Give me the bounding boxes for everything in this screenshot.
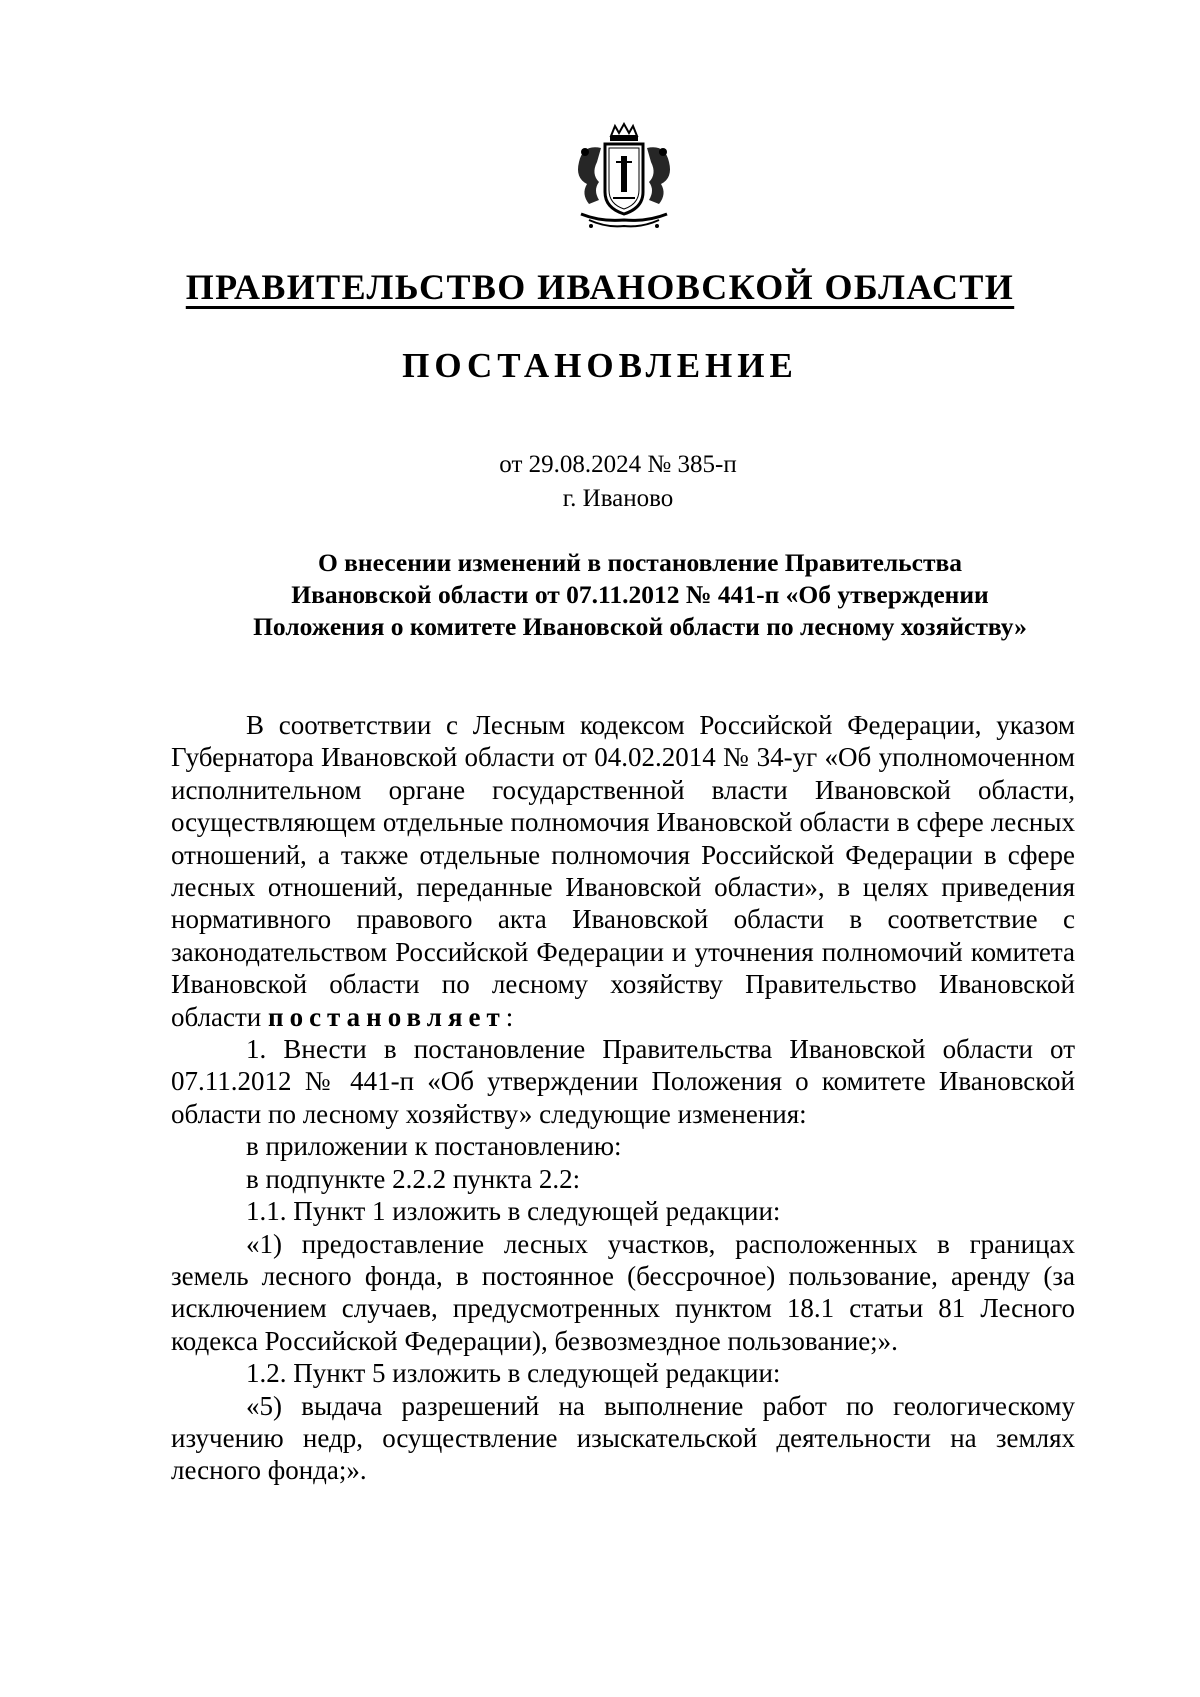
item-1-1: 1.1. Пункт 1 изложить в следующей редакции: <box>246 1196 781 1227</box>
document-meta <box>0 448 1200 516</box>
subject-line-1: О внесении изменений в постановление Правительства <box>317 548 963 577</box>
coat-of-arms-icon <box>561 122 687 234</box>
document-subject <box>170 547 1110 643</box>
government-title-text: ПРАВИТЕЛЬСТВО ИВАНОВСКОЙ ОБЛАСТИ <box>185 267 1015 307</box>
subpoint-line: в подпункте 2.2.2 пункта 2.2: <box>246 1163 581 1194</box>
document-body <box>171 709 1075 1487</box>
city: г. Иваново <box>562 485 674 512</box>
item-1: 1. Внести в постановление Правительства Ивановской области от 07.11.2012 № 441-п «Об утверждении Положения о комитете Ивановской области по лесному хозяйству» следующие изменения: <box>171 1034 1075 1129</box>
quote-item-1: «1) предоставление лесных участков, расположенных в границах земель лесного фонда, в постоянное (бессрочное) пользование, аренду (за исключением случаев, предусмотренных пунктом 18.1 статьи 81 Лесного кодекса Российской Федерации), безвозмездное пользование;». <box>171 1228 1075 1356</box>
subject-line-3: Положения о комитете Ивановской области по лесному хозяйству» <box>253 612 1027 641</box>
government-title <box>0 262 1200 312</box>
decree-word: постановляет <box>268 1001 506 1032</box>
preamble-paragraph <box>171 709 1075 1033</box>
preamble-text: В соответствии с Лесным кодексом Российской Федерации, указом Губернатора Ивановской области от 04.02.2014 № 34-уг «Об уполномоченном исполнительном органе государственной власти Ивановской области, осуществляющем отдельные полномочия Ивановской области в сфере лесных отношений, а также отдельные полномочия Российской Федерации в сфере лесных отношений, переданные Ивановской области», в целях приведения нормативного правового акта Ивановской области в соответствие с законодательством Российской Федерации и уточнения полномочий комитета Ивановской области по лесному хозяйству Правительство Ивановской области <box>171 710 1075 1032</box>
subject-line-2: Ивановской области от 07.11.2012 № 441-п «Об утверждении <box>291 580 989 609</box>
item-1-2: 1.2. Пункт 5 изложить в следующей редакции: <box>246 1358 781 1389</box>
document-type: ПОСТАНОВЛЕНИЕ <box>402 346 798 385</box>
appendix-line: в приложении к постановлению: <box>246 1131 622 1162</box>
decree-colon: : <box>505 1001 514 1032</box>
date-number: от 29.08.2024 № 385-п <box>499 451 737 478</box>
quote-item-5: «5) выдача разрешений на выполнение работ по геологическому изучению недр, осуществление изыскательской деятельности на землях лесного фонда;». <box>171 1390 1075 1486</box>
